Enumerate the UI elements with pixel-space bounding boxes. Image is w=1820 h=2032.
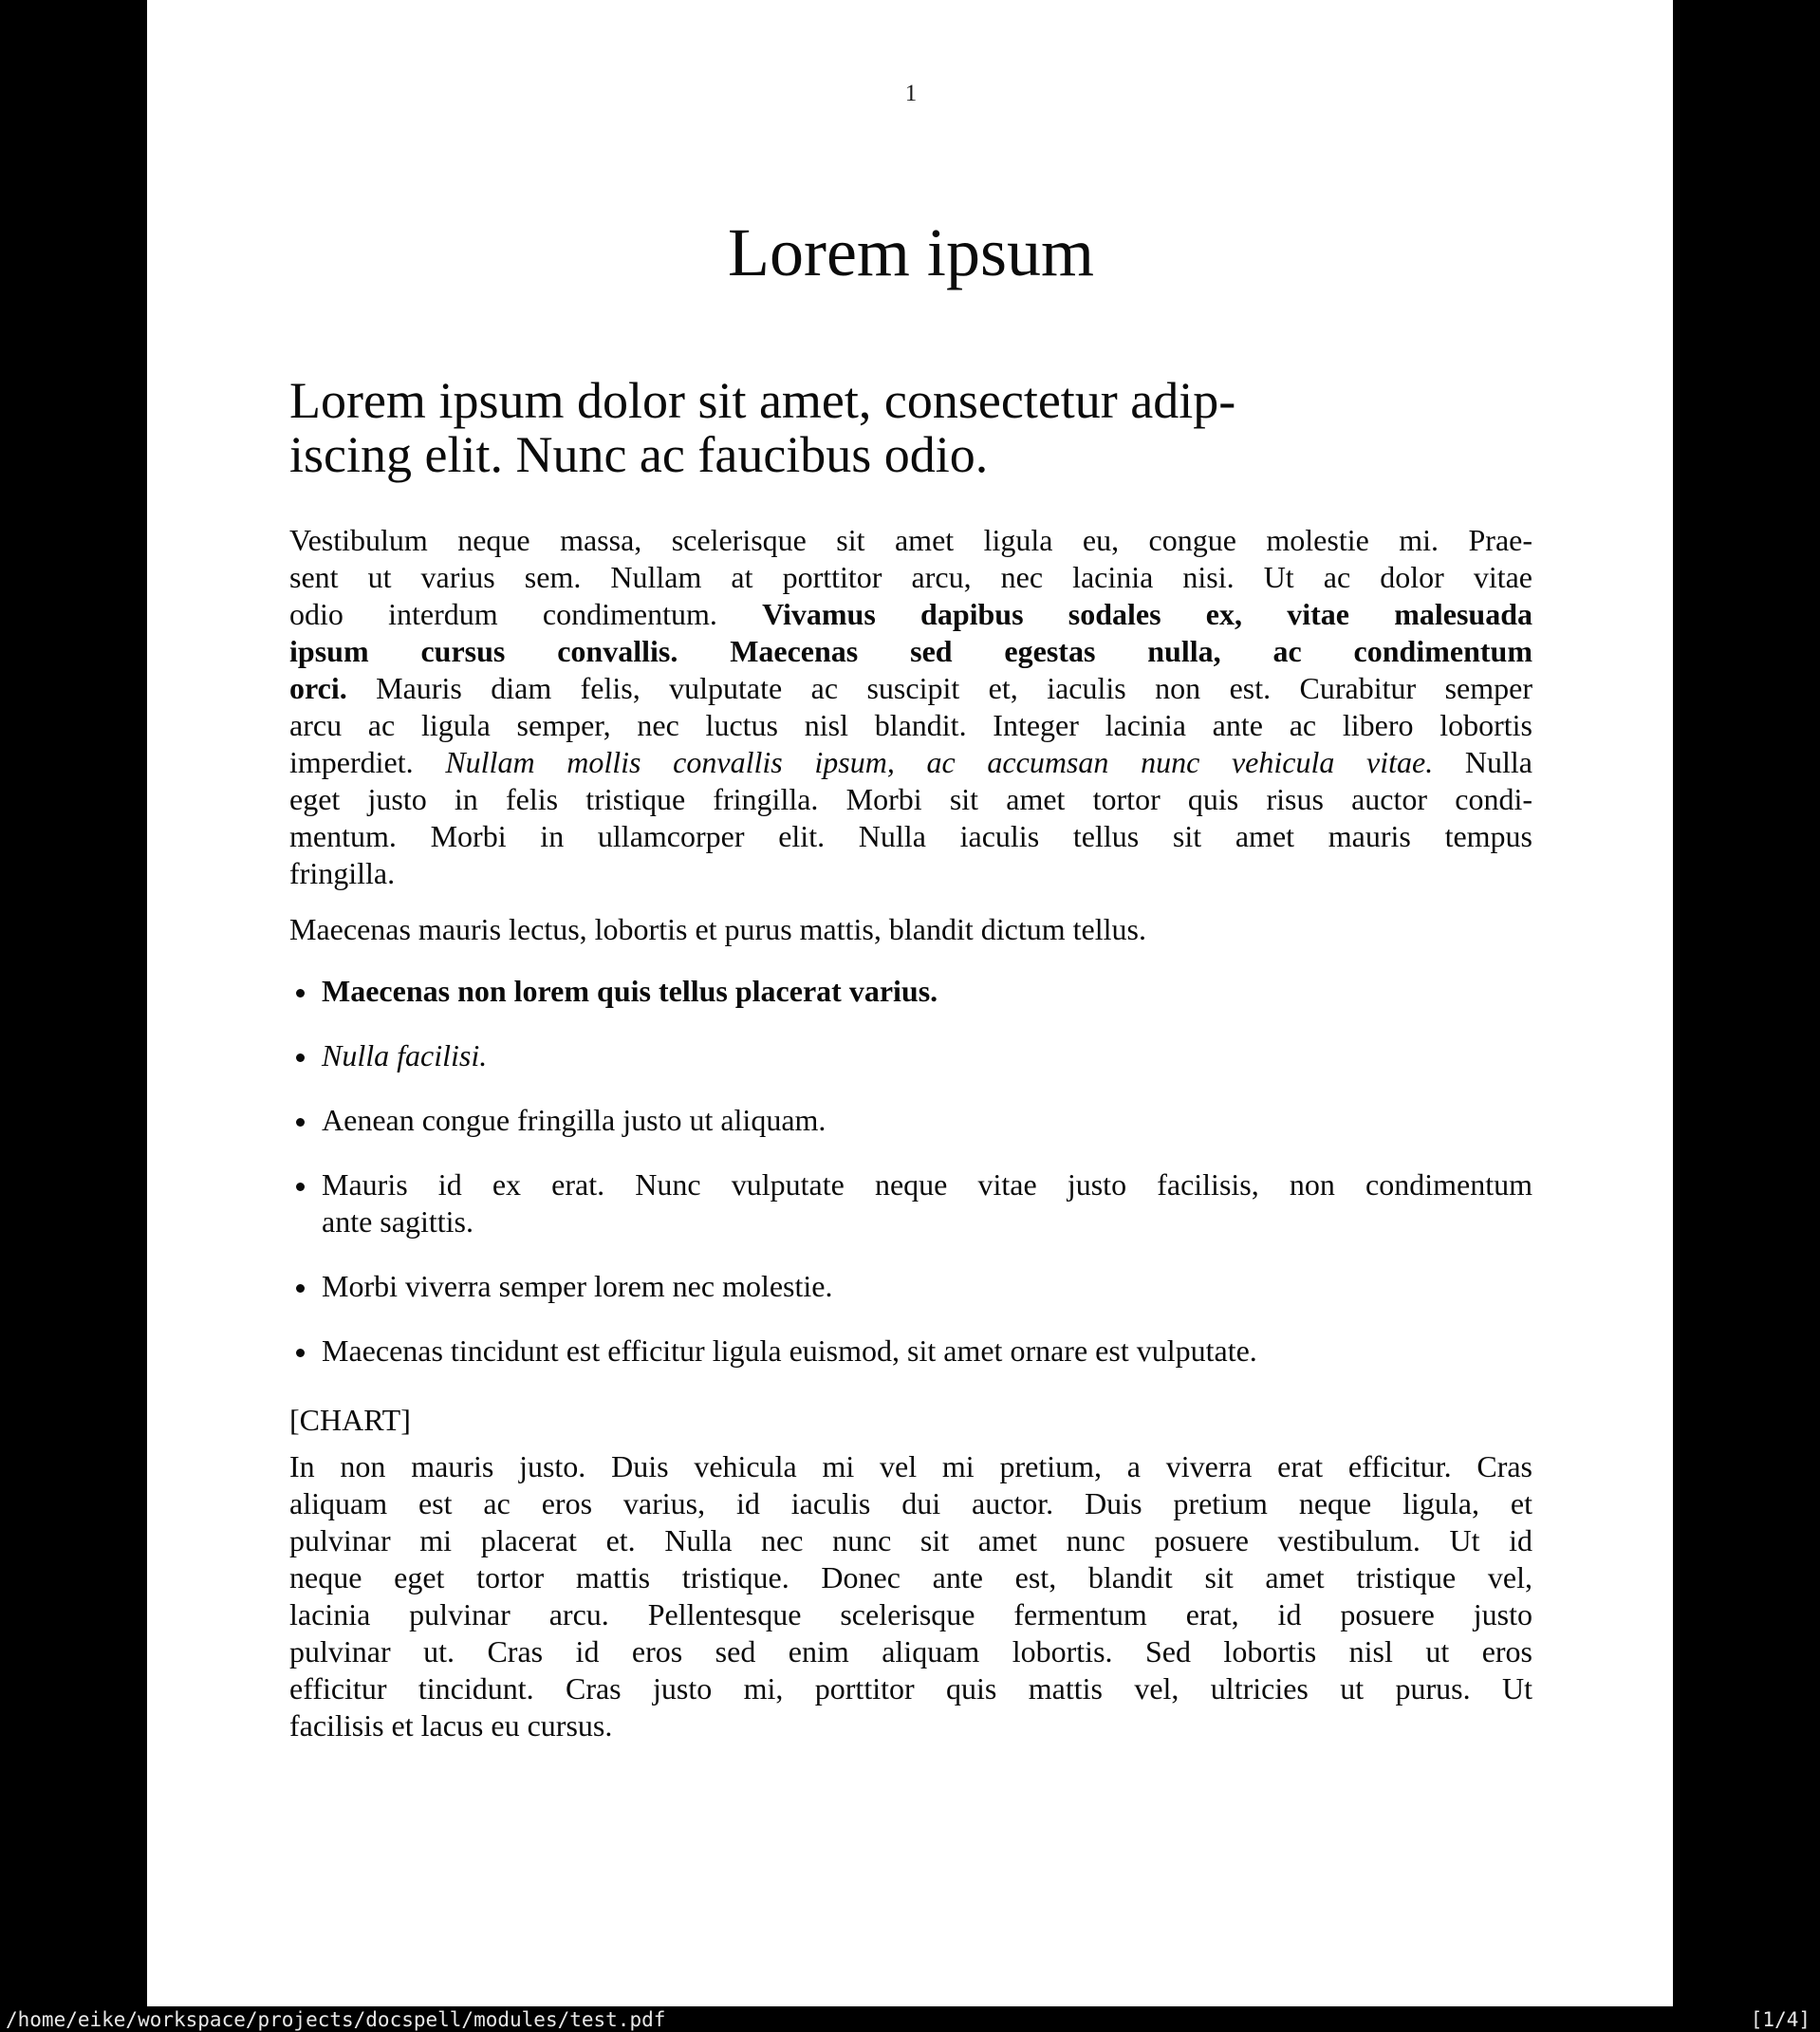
text-run: Aenean congue fringilla justo ut aliquam. [322, 1103, 826, 1137]
heading-line: iscing elit. Nunc ac faucibus odio. [289, 426, 989, 483]
bullet-icon [296, 1284, 305, 1293]
text-run: lacinia pulvinar arcu. Pellentesque scelerisque fermentum erat, id posuere justo [289, 1597, 1532, 1631]
text-line [289, 1596, 1532, 1633]
text-line [289, 1633, 1532, 1670]
text-line [289, 1559, 1532, 1596]
text-line [289, 744, 1532, 781]
list-item [289, 973, 1532, 1010]
text-line [289, 1670, 1532, 1707]
bullet-icon [296, 1053, 305, 1062]
text-run: Mauris diam felis, vulputate ac suscipit et, iaculis non est. Curabitur semper [346, 671, 1532, 705]
section-heading [289, 374, 1532, 482]
chart-placeholder [289, 1402, 1532, 1439]
text-line [289, 707, 1532, 744]
text-run: arcu ac ligula semper, nec luctus nisl blandit. Integer lacinia ante ac libero lobortis [289, 708, 1532, 742]
document-title: Lorem ipsum [728, 214, 1094, 290]
text-run: ipsum cursus convallis. Maecenas sed egestas nulla, ac condimentum [289, 634, 1532, 668]
list-item-text [322, 1102, 1532, 1139]
list-item [289, 1037, 1532, 1074]
text-line [289, 559, 1532, 596]
file-path: /home/eike/workspace/projects/docspell/modules/test.pdf [6, 2007, 666, 2031]
list-item-text [322, 1333, 1532, 1370]
bullet-icon [296, 989, 305, 997]
list-item-text [322, 1268, 1532, 1305]
text-line [289, 911, 1532, 948]
list-item-text [322, 1166, 1532, 1240]
text-run: pulvinar mi placerat et. Nulla nec nunc sit amet nunc posuere vestibulum. Ut id [289, 1523, 1532, 1557]
text-run: facilisis et lacus eu cursus. [289, 1708, 613, 1743]
bullet-list [289, 973, 1532, 1370]
bullet-icon [296, 1349, 305, 1357]
text-line [322, 1102, 1532, 1139]
text-line [289, 1448, 1532, 1485]
text-line [289, 1522, 1532, 1559]
text-run: imperdiet. [289, 745, 446, 779]
heading-line: Lorem ipsum dolor sit amet, consectetur adip- [289, 372, 1236, 429]
text-run: Morbi viverra semper lorem nec molestie. [322, 1269, 833, 1303]
text-line [289, 670, 1532, 707]
list-item [289, 1333, 1532, 1370]
text-run: Maecenas tincidunt est efficitur ligula euismod, sit amet ornare est vulputate. [322, 1333, 1257, 1368]
text-run: Vivamus dapibus sodales ex, vitae malesuada [762, 597, 1533, 631]
text-line [289, 522, 1532, 559]
text-run: mentum. Morbi in ullamcorper elit. Nulla iaculis tellus sit amet mauris tempus [289, 819, 1532, 853]
list-item-text [322, 1037, 1532, 1074]
text-run: Maecenas non lorem quis tellus placerat varius. [322, 974, 938, 1008]
text-run: fringilla. [289, 856, 396, 890]
text-line [289, 596, 1532, 633]
text-run: Maecenas mauris lectus, lobortis et purus mattis, blandit dictum tellus. [289, 912, 1146, 946]
document-page[interactable] [147, 0, 1673, 2006]
text-line [322, 1166, 1532, 1203]
text-line [289, 1402, 1532, 1439]
document-body [289, 522, 1532, 1744]
text-line [289, 855, 1532, 892]
text-line [289, 633, 1532, 670]
text-run: eget justo in felis tristique fringilla. Morbi sit amet tortor quis risus auctor condi- [289, 782, 1532, 816]
text-line [289, 1485, 1532, 1522]
text-run: In non mauris justo. Duis vehicula mi vel mi pretium, a viverra erat efficitur. Cras [289, 1449, 1532, 1483]
page-indicator: [1/4] [1750, 2007, 1811, 2031]
text-run: Mauris id ex erat. Nunc vulputate neque vitae justo facilisis, non condimentum [322, 1167, 1532, 1202]
paragraph-1 [289, 522, 1532, 892]
list-item [289, 1268, 1532, 1305]
text-run: [CHART] [289, 1403, 411, 1437]
text-run: Vestibulum neque massa, scelerisque sit amet ligula eu, congue molestie mi. Prae- [289, 523, 1532, 557]
text-line [322, 973, 1532, 1010]
text-run: aliquam est ac eros varius, id iaculis dui auctor. Duis pretium neque ligula, et [289, 1486, 1532, 1520]
bullet-icon [296, 1183, 305, 1191]
list-item [289, 1166, 1532, 1240]
list-item [289, 1102, 1532, 1139]
text-line [322, 1037, 1532, 1074]
list-item-text [322, 973, 1532, 1010]
text-run: orci. [289, 671, 347, 705]
page-content [289, 80, 1532, 1744]
text-run: ante sagittis. [322, 1204, 474, 1239]
text-line [322, 1333, 1532, 1370]
bullet-icon [296, 1118, 305, 1127]
text-line [289, 818, 1532, 855]
text-line [289, 1707, 1532, 1744]
paragraph-3 [289, 1448, 1532, 1744]
text-run: neque eget tortor mattis tristique. Donec ante est, blandit sit amet tristique vel, [289, 1560, 1532, 1594]
text-run: Nullam mollis convallis ipsum, ac accumsan nunc vehicula vitae. [445, 745, 1434, 779]
text-line [322, 1268, 1532, 1305]
text-run: odio interdum condimentum. [289, 597, 763, 631]
text-line [289, 781, 1532, 818]
text-run: sent ut varius sem. Nullam at porttitor arcu, nec lacinia nisi. Ut ac dolor vitae [289, 560, 1532, 594]
text-run: efficitur tincidunt. Cras justo mi, porttitor quis mattis vel, ultricies ut purus. Ut [289, 1671, 1532, 1706]
text-run: Nulla facilisi. [322, 1038, 488, 1072]
page-number: 1 [904, 81, 918, 106]
status-bar [0, 2006, 1820, 2032]
text-run: Nulla [1433, 745, 1532, 779]
paragraph-2 [289, 911, 1532, 948]
text-line [322, 1203, 1532, 1240]
text-run: pulvinar ut. Cras id eros sed enim aliquam lobortis. Sed lobortis nisl ut eros [289, 1634, 1532, 1668]
